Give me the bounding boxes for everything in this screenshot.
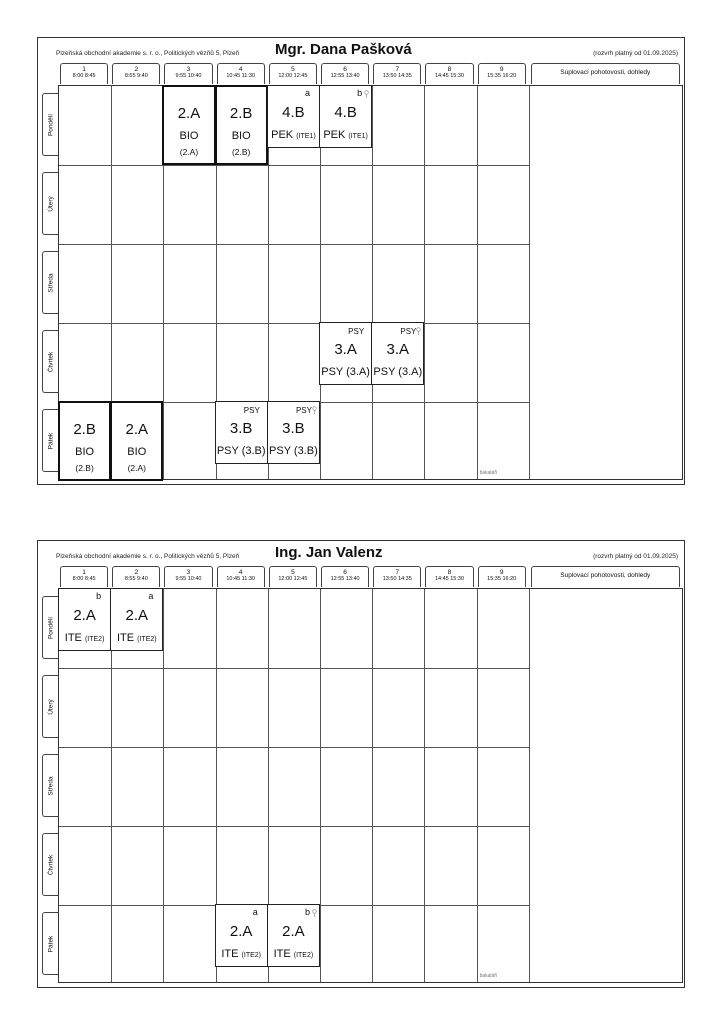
grid-column-line	[477, 86, 478, 479]
lesson-subject	[268, 948, 319, 960]
period-tab	[112, 566, 160, 587]
lesson-group-mark: PSY	[295, 406, 312, 415]
grid-column-line	[320, 589, 321, 982]
day-label: Čtvrtek	[47, 854, 54, 875]
period-number: 4	[238, 66, 243, 73]
lesson-subject-group: (ITE2)	[241, 952, 261, 959]
lesson-card[interactable]	[110, 401, 163, 481]
day-label: Pátek	[47, 935, 54, 952]
lesson-subject-group: (ITE1)	[348, 133, 368, 140]
day-tab	[42, 330, 58, 393]
lesson-subject-name: PSY (3.B)	[216, 445, 266, 457]
period-number: 2	[134, 66, 139, 73]
lesson-subject	[372, 366, 423, 378]
period-tab	[373, 566, 421, 587]
grid-column-line	[424, 589, 425, 982]
school-name: Plzeňská obchodní akademie s. r. o., Politických vězňů 5, Plzeň	[56, 553, 240, 560]
period-time: 12:00 12:45	[278, 576, 308, 582]
grid-row-line	[59, 165, 529, 166]
lesson-class: 2.A	[125, 421, 149, 438]
day-label: Pondělí	[47, 113, 54, 136]
grid-column-line	[372, 589, 373, 982]
lesson-group-mark: b	[304, 907, 310, 917]
validity-note: (rozvrh platný od 01.09.2025)	[593, 553, 678, 560]
day-label: Středa	[47, 272, 54, 293]
period-time: 9:55 10:40	[175, 73, 202, 79]
lesson-subject	[320, 366, 371, 378]
lesson-group-mark: b	[357, 88, 363, 98]
lesson-subject-name: PSY (3.A)	[321, 366, 370, 378]
period-number: 9	[499, 569, 504, 576]
lesson-card[interactable]	[215, 85, 268, 165]
lesson-class: 2.A	[229, 923, 253, 940]
lesson-class: 4.B	[334, 104, 357, 121]
bakalari-logo: bakaláři	[479, 470, 498, 476]
lesson-subject-name: BIO	[75, 446, 95, 458]
lesson-subject	[60, 446, 109, 458]
period-tab	[164, 63, 212, 84]
lesson-card[interactable]	[371, 322, 424, 385]
lesson-subject	[216, 445, 267, 457]
grid-row-line	[59, 668, 529, 669]
lesson-class: 2.A	[177, 105, 201, 122]
grid-column-line	[163, 589, 164, 982]
lesson-card[interactable]	[215, 401, 268, 464]
grid-column-line	[477, 589, 478, 982]
lesson-group: (2.B)	[75, 463, 94, 473]
lesson-subject	[268, 445, 319, 457]
lesson-subject-name: PSY (3.B)	[269, 445, 318, 457]
lesson-subject	[59, 632, 110, 644]
period-time: 9:55 10:40	[175, 576, 202, 582]
lesson-subject-name: ITE	[221, 948, 239, 960]
lesson-subject-name: PEK	[323, 129, 346, 141]
lesson-subject	[320, 129, 371, 141]
lesson-group-mark: a	[252, 907, 258, 917]
lesson-subject-group: (ITE2)	[293, 952, 314, 959]
substitution-tab: Suplovací pohotovosti, dohledy	[531, 566, 680, 587]
period-tab	[321, 566, 369, 587]
lesson-card[interactable]	[267, 904, 320, 967]
grid-column-line	[424, 86, 425, 479]
lesson-card[interactable]	[58, 401, 111, 481]
period-number: 3	[186, 569, 191, 576]
lesson-class: 3.B	[282, 420, 305, 437]
lesson-subject-name: PSY (3.A)	[373, 366, 423, 378]
period-time: 12:55 13:40	[330, 576, 360, 582]
bakalari-logo: bakaláři	[479, 973, 498, 979]
school-name: Plzeňská obchodní akademie s. r. o., Politických vězňů 5, Plzeň	[56, 50, 240, 57]
pin-icon	[364, 90, 369, 98]
day-tab	[42, 912, 58, 975]
period-tab	[269, 566, 317, 587]
lesson-group-mark: PSY	[243, 406, 260, 415]
period-number: 6	[343, 66, 347, 73]
grid-column-line	[529, 589, 530, 982]
lesson-card[interactable]	[267, 85, 320, 148]
grid-row-line	[59, 323, 529, 324]
period-tab	[269, 63, 317, 84]
lesson-subject-name: ITE	[64, 632, 82, 644]
lesson-card[interactable]	[319, 322, 372, 385]
period-time: 8:55 9:40	[124, 576, 148, 582]
period-time: 8:00 8:45	[72, 576, 96, 582]
timetable-sheet-paskova	[37, 37, 685, 485]
lesson-class: 4.B	[282, 104, 305, 121]
validity-note: (rozvrh platný od 01.09.2025)	[593, 50, 678, 57]
lesson-group-mark: a	[304, 88, 310, 98]
day-tab	[42, 409, 58, 472]
teacher-name: Mgr. Dana Pašková	[275, 41, 412, 58]
lesson-class: 2.A	[125, 607, 149, 624]
lesson-subject	[268, 129, 319, 141]
day-label: Pondělí	[47, 616, 54, 639]
lesson-subject-group: (ITE2)	[84, 636, 105, 643]
lesson-card[interactable]	[215, 904, 268, 967]
period-tab	[373, 63, 421, 84]
day-tab	[42, 675, 58, 738]
period-tab	[164, 566, 212, 587]
day-tab	[42, 172, 58, 235]
day-tab	[42, 93, 58, 156]
day-label: Úterý	[47, 698, 54, 715]
grid-row-line	[59, 747, 529, 748]
period-tab	[60, 566, 108, 587]
day-label: Čtvrtek	[47, 351, 54, 372]
lesson-subject-group: (ITE1)	[296, 133, 316, 140]
lesson-card[interactable]	[267, 401, 320, 464]
period-number: 7	[395, 66, 400, 73]
period-time: 15:35 16:20	[487, 576, 517, 582]
lesson-class: 3.A	[386, 341, 410, 358]
period-number: 1	[82, 66, 86, 73]
period-number: 3	[186, 66, 191, 73]
period-tab	[60, 63, 108, 84]
lesson-subject-name: PEK	[271, 129, 294, 141]
lesson-group: (2.A)	[127, 463, 146, 473]
period-tab	[478, 566, 526, 587]
timetable-sheet-valenz	[37, 540, 685, 988]
day-label: Středa	[47, 775, 54, 796]
period-number: 8	[447, 569, 452, 576]
period-time: 8:55 9:40	[124, 73, 148, 79]
lesson-subject-name: BIO	[179, 130, 199, 142]
lesson-group-mark: b	[96, 591, 102, 601]
grid-row-line	[59, 826, 529, 827]
lesson-card[interactable]	[58, 588, 111, 651]
period-number: 4	[238, 569, 243, 576]
lesson-class: 2.A	[73, 607, 96, 624]
lesson-card[interactable]	[110, 588, 163, 651]
lesson-subject	[216, 948, 267, 960]
day-label: Úterý	[47, 195, 54, 212]
teacher-name: Ing. Jan Valenz	[275, 544, 383, 561]
period-number: 2	[134, 569, 139, 576]
pin-icon	[416, 327, 421, 335]
day-tab	[42, 754, 58, 817]
period-tab	[217, 566, 265, 587]
lesson-card[interactable]	[162, 85, 215, 165]
lesson-class: 2.A	[282, 923, 305, 940]
pin-icon	[312, 909, 317, 917]
period-tab	[112, 63, 160, 84]
lesson-subject	[111, 632, 162, 644]
pin-icon	[312, 406, 317, 414]
lesson-group-mark: PSY	[348, 327, 365, 336]
period-time: 12:00 12:45	[278, 73, 308, 79]
day-tab	[42, 833, 58, 896]
lesson-card[interactable]	[319, 85, 372, 148]
period-time: 10:45 11:30	[226, 73, 256, 79]
lesson-class: 2.B	[229, 105, 253, 122]
lesson-class: 3.B	[229, 420, 253, 437]
period-time: 15:35 16:20	[487, 73, 517, 79]
period-tab	[425, 63, 473, 84]
period-tab	[478, 63, 526, 84]
period-time: 13:50 14:35	[382, 73, 412, 79]
period-tab	[321, 63, 369, 84]
period-time: 13:50 14:35	[382, 576, 412, 582]
period-tab	[217, 63, 265, 84]
day-tab	[42, 596, 58, 659]
period-number: 5	[291, 569, 295, 576]
grid-column-line	[529, 86, 530, 479]
lesson-subject-name: ITE	[116, 632, 135, 644]
lesson-subject	[217, 130, 266, 142]
lesson-subject	[112, 446, 161, 458]
timetable-header	[38, 541, 684, 567]
lesson-subject-name: BIO	[127, 446, 147, 458]
lesson-group-mark: PSY	[400, 327, 417, 336]
timetable-header	[38, 38, 684, 64]
period-tab	[425, 566, 473, 587]
lesson-subject-group: (ITE2)	[137, 636, 157, 643]
period-number: 8	[447, 66, 452, 73]
period-number: 9	[499, 66, 504, 73]
period-time: 8:00 8:45	[72, 73, 96, 79]
period-time: 10:45 11:30	[226, 576, 256, 582]
lesson-subject	[164, 130, 213, 142]
lesson-subject-name: ITE	[273, 948, 291, 960]
lesson-class: 2.B	[73, 421, 96, 438]
period-time: 14:45 15:30	[434, 73, 465, 79]
period-number: 1	[82, 569, 86, 576]
grid-column-line	[372, 86, 373, 479]
period-time: 14:45 15:30	[434, 576, 465, 582]
lesson-group-mark: a	[148, 591, 154, 601]
period-number: 6	[343, 569, 347, 576]
period-number: 7	[395, 569, 400, 576]
day-tab	[42, 251, 58, 314]
lesson-group: (2.A)	[179, 147, 199, 157]
period-time: 12:55 13:40	[330, 73, 360, 79]
period-number: 5	[291, 66, 295, 73]
grid-row-line	[59, 244, 529, 245]
lesson-class: 3.A	[334, 341, 357, 358]
lesson-group: (2.B)	[231, 147, 251, 157]
day-label: Pátek	[47, 432, 54, 449]
lesson-subject-name: BIO	[231, 130, 251, 142]
substitution-tab: Suplovací pohotovosti, dohledy	[531, 63, 680, 84]
